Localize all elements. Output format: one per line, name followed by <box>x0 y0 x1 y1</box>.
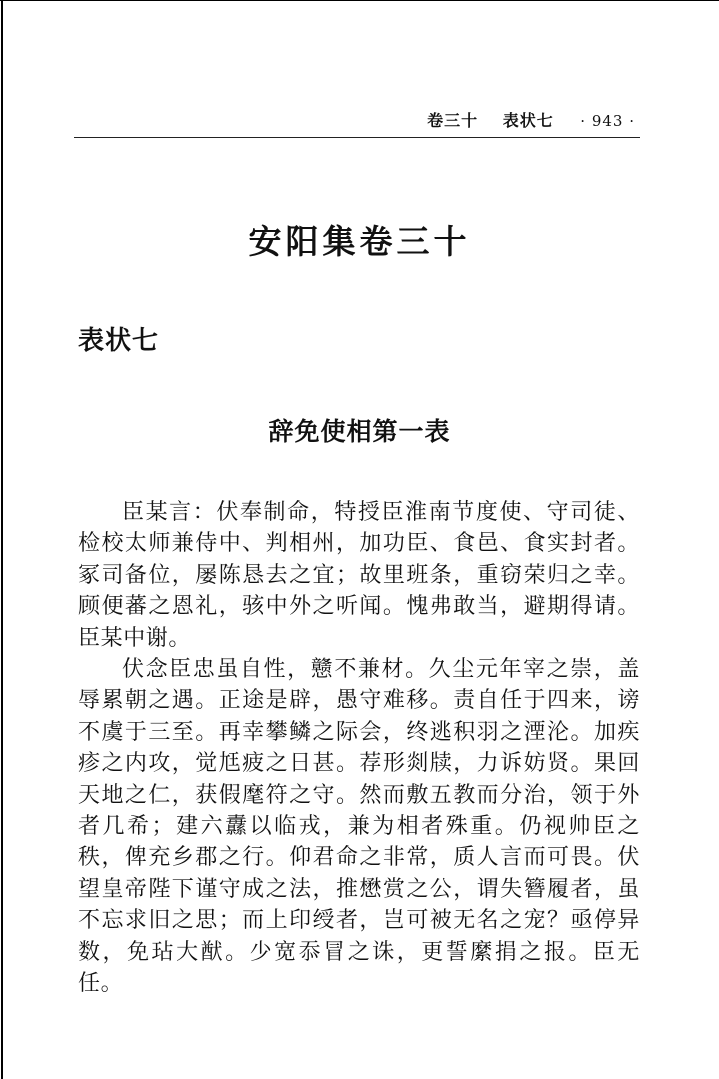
paragraph: 伏念臣忠虽自性，戆不兼材。久尘元年宰之崇，盖辱累朝之遇。正途是辟，愚守难移。责自任于四来，谤不虞于三至。再幸攀鳞之际会，终逃积羽之湮沦。加疾疹之内攻，觉尪疲之日甚。荐形剡牍，力诉妨贤。果回天地之仁，获假麾符之守。然而敷五教而分治，领于外者几希；建六纛以临戎，兼为相者殊重。仍视帅臣之秩，俾充乡郡之行。仰君命之非常，质人言而可畏。伏望皇帝陛下谨守成之法，推懋赏之公，谓失簪履者，虽不忘求旧之思；而上印绶者，岂可被无名之宠？亟停异数，免玷大猷。少宽忝冒之诛，更誓縻捐之报。臣无任。 <box>78 657 640 997</box>
book-title: 安阳集卷三十 <box>248 222 471 261</box>
section-title: 表状七 <box>78 326 160 356</box>
header-volume: 卷三十 <box>427 111 479 130</box>
paragraph: 臣某言：伏奉制命，特授臣淮南节度使、守司徒、检校太师兼侍中、判相州，加功臣、食邑、食实封者。冢司备位，屡陈恳去之宜；故里班条，重窃荣归之幸。顾便蕃之恩礼，骇中外之听闻。愧弗敢当，避期得请。臣某中谢。 <box>78 500 640 651</box>
header-section: 表状七 <box>502 111 554 130</box>
header-divider <box>74 137 640 138</box>
page-border-left <box>1 0 3 1079</box>
page-border-top <box>0 0 719 1</box>
page-number: · 943 · <box>580 112 635 130</box>
body-text <box>78 497 640 1000</box>
running-header <box>427 108 635 131</box>
essay-title: 辞免使相第一表 <box>268 417 451 446</box>
